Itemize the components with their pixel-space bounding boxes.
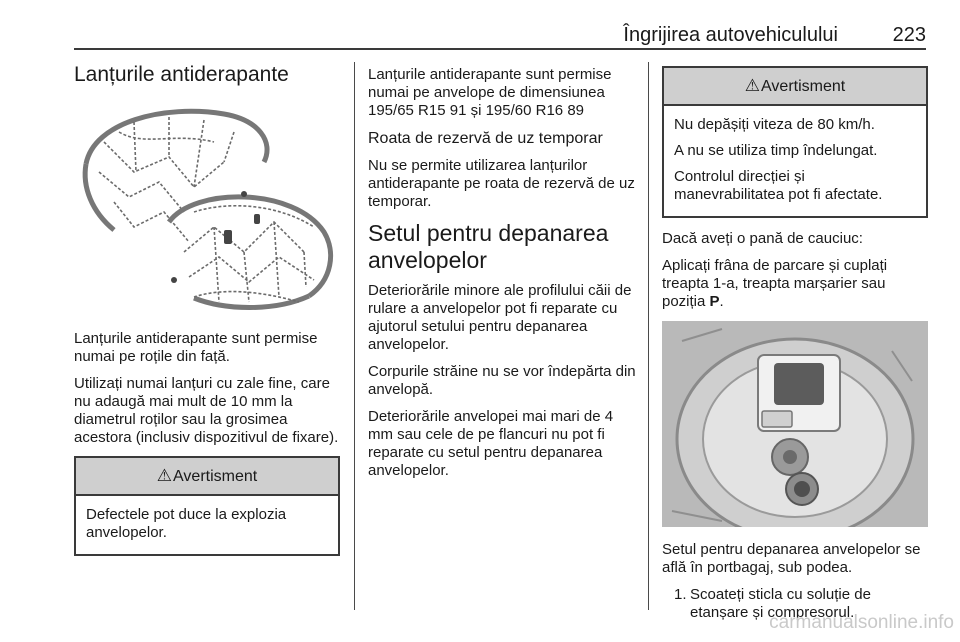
page-number: 223 <box>892 24 926 46</box>
paragraph-brake-text: Aplicați frâna de parcare și cuplați treapta 1-a, treapta marșarier sau poziția <box>662 257 888 310</box>
section-heading: Setul pentru depanarea anvelopelor <box>368 220 609 273</box>
warning-header <box>664 68 926 106</box>
warning-icon: ⚠ <box>156 466 173 485</box>
warning-line: Controlul direcției și manevrabilitatea pot fi afectate. <box>674 168 883 203</box>
paragraph: Lanțurile antiderapante sunt permise numai pe anvelope de dimensiunea 195/65 R15 91 și 195/60 R16 89 <box>368 66 612 119</box>
section-title: Lanțurile antiderapante <box>74 63 289 86</box>
tyre-repair-kit-illustration <box>662 321 928 527</box>
warning-title: Avertisment <box>173 468 258 485</box>
paragraph-brake-end: . <box>719 293 724 310</box>
warning-title: Avertisment <box>761 78 846 95</box>
warning-body <box>664 106 926 216</box>
warning-header <box>76 458 338 496</box>
paragraph: Nu se permite utilizarea lanțurilor antiderapante pe roata de rezervă de uz temporar. <box>368 157 635 210</box>
paragraph: Dacă aveți o pană de cauciuc: <box>662 230 863 247</box>
column-middle <box>368 66 636 489</box>
paragraph: Setul pentru depanarea anvelopelor se află în portbagaj, sub podea. <box>662 541 921 576</box>
header-title: Îngrijirea autovehiculului <box>623 24 838 46</box>
paragraph: Corpurile străine nu se vor îndepărta din anvelopă. <box>368 363 636 398</box>
column-divider <box>648 62 649 610</box>
warning-line: Nu depășiți viteza de 80 km/h. <box>674 116 875 133</box>
step-text: Scoateți sticla cu soluție de etanșare și compresorul. <box>690 586 871 621</box>
warning-icon: ⚠ <box>744 76 761 95</box>
snow-chains-illustration <box>74 102 340 316</box>
paragraph: Lanțurile antiderapante sunt permise numai pe roțile din față. <box>74 330 318 365</box>
warning-box <box>662 66 928 218</box>
warning-box <box>74 456 340 556</box>
step-number: 1. <box>674 586 687 603</box>
paragraph-brake <box>662 257 928 311</box>
paragraph: Utilizați numai lanțuri cu zale fine, care nu adaugă mai mult de 10 mm la diametrul roților sau la grosimea acestora (inclusiv dispozitivul de fixare). <box>74 375 339 446</box>
warning-line: A nu se utiliza timp îndelungat. <box>674 142 878 159</box>
column-divider <box>354 62 355 610</box>
page-header <box>74 14 926 50</box>
paragraph: Deteriorările anvelopei mai mari de 4 mm sau cele de pe flancuri nu pot fi reparate cu setul pentru depanarea anvelopelor. <box>368 408 614 479</box>
warning-text: Defectele pot duce la explozia anvelopelor. <box>86 506 287 541</box>
column-left <box>74 62 340 568</box>
subheading: Roata de rezervă de uz temporar <box>368 130 603 147</box>
warning-body <box>76 496 338 554</box>
gear-position-p: P <box>709 293 720 310</box>
column-right <box>662 62 928 630</box>
watermark: carmanualsonline.info <box>769 612 954 633</box>
paragraph: Deteriorările minore ale profilului căii de rulare a anvelopelor pot fi reparate cu ajutorul setului pentru depanarea anvelopelor. <box>368 282 632 353</box>
